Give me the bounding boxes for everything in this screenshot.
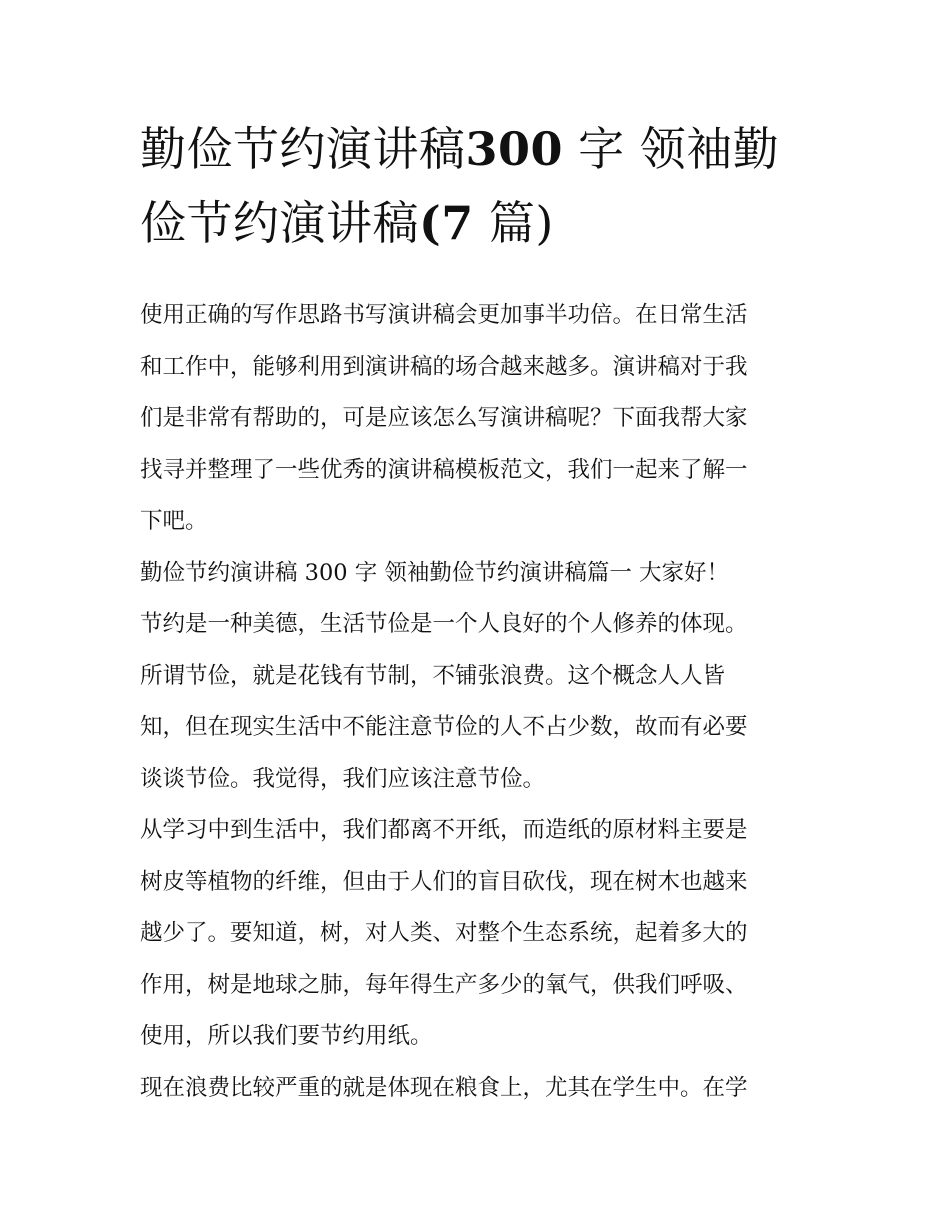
section-heading-paragraph (140, 548, 820, 600)
document-page (140, 112, 820, 1114)
text-line: 节约是一种美德，生活节俭是一个人良好的个人修养的体现。 (140, 611, 748, 637)
text-line: 勤俭节约演讲稿 300 字 领袖勤俭节约演讲稿篇一 大家好！ (140, 559, 730, 586)
intro-paragraph (140, 290, 820, 548)
title-text: 俭节约演讲稿 (140, 196, 419, 250)
text-line: 下吧。 (140, 508, 208, 534)
text-line: 使用，所以我们要节约用纸。 (140, 1023, 433, 1049)
text-line: 从学习中到生活中，我们都离不开纸，而造纸的原材料主要是 (140, 817, 748, 843)
text-line: 谈谈节俭。我觉得，我们应该注意节俭。 (140, 765, 546, 792)
text-line: 作用，树是地球之肺，每年得生产多少的氧气，供我们呼吸、 (140, 971, 748, 998)
text-line: 知，但在现实生活中不能注意节俭的人不占少数，故而有必要 (140, 714, 748, 740)
text-line: 找寻并整理了一些优秀的演讲稿模板范文，我们一起来了解一 (140, 456, 748, 483)
text-line: 和工作中，能够利用到演讲稿的场合越来越多。演讲稿对于我 (140, 353, 748, 380)
body-paragraph (140, 1063, 820, 1115)
body-paragraph (140, 599, 820, 805)
text-line: 们是非常有帮助的，可是应该怎么写演讲稿呢？下面我帮大家 (140, 405, 748, 431)
title-line-2 (140, 186, 820, 260)
text-line: 现在浪费比较严重的就是体现在粮食上，尤其在学生中。在学 (140, 1074, 748, 1101)
text-line: 树皮等植物的纤维，但由于人们的盲目砍伐，现在树木也越来 (140, 868, 748, 895)
title-text: 篇) (473, 196, 554, 250)
title-text: 勤俭节约演讲稿 (140, 122, 466, 176)
body-paragraph (140, 805, 820, 1063)
text-line: 越少了。要知道，树，对人类、对整个生态系统，起着多大的 (140, 920, 748, 946)
title-number: 300 (465, 122, 564, 176)
text-line: 使用正确的写作思路书写演讲稿会更加事半功倍。在日常生活 (140, 302, 748, 328)
title-number: (7 (419, 196, 474, 250)
title-text: 字 领袖勤 (563, 122, 780, 176)
text-line: 所谓节俭，就是花钱有节制，不铺张浪费。这个概念人人皆 (140, 662, 726, 689)
document-title (140, 112, 820, 260)
title-line-1 (140, 112, 820, 186)
